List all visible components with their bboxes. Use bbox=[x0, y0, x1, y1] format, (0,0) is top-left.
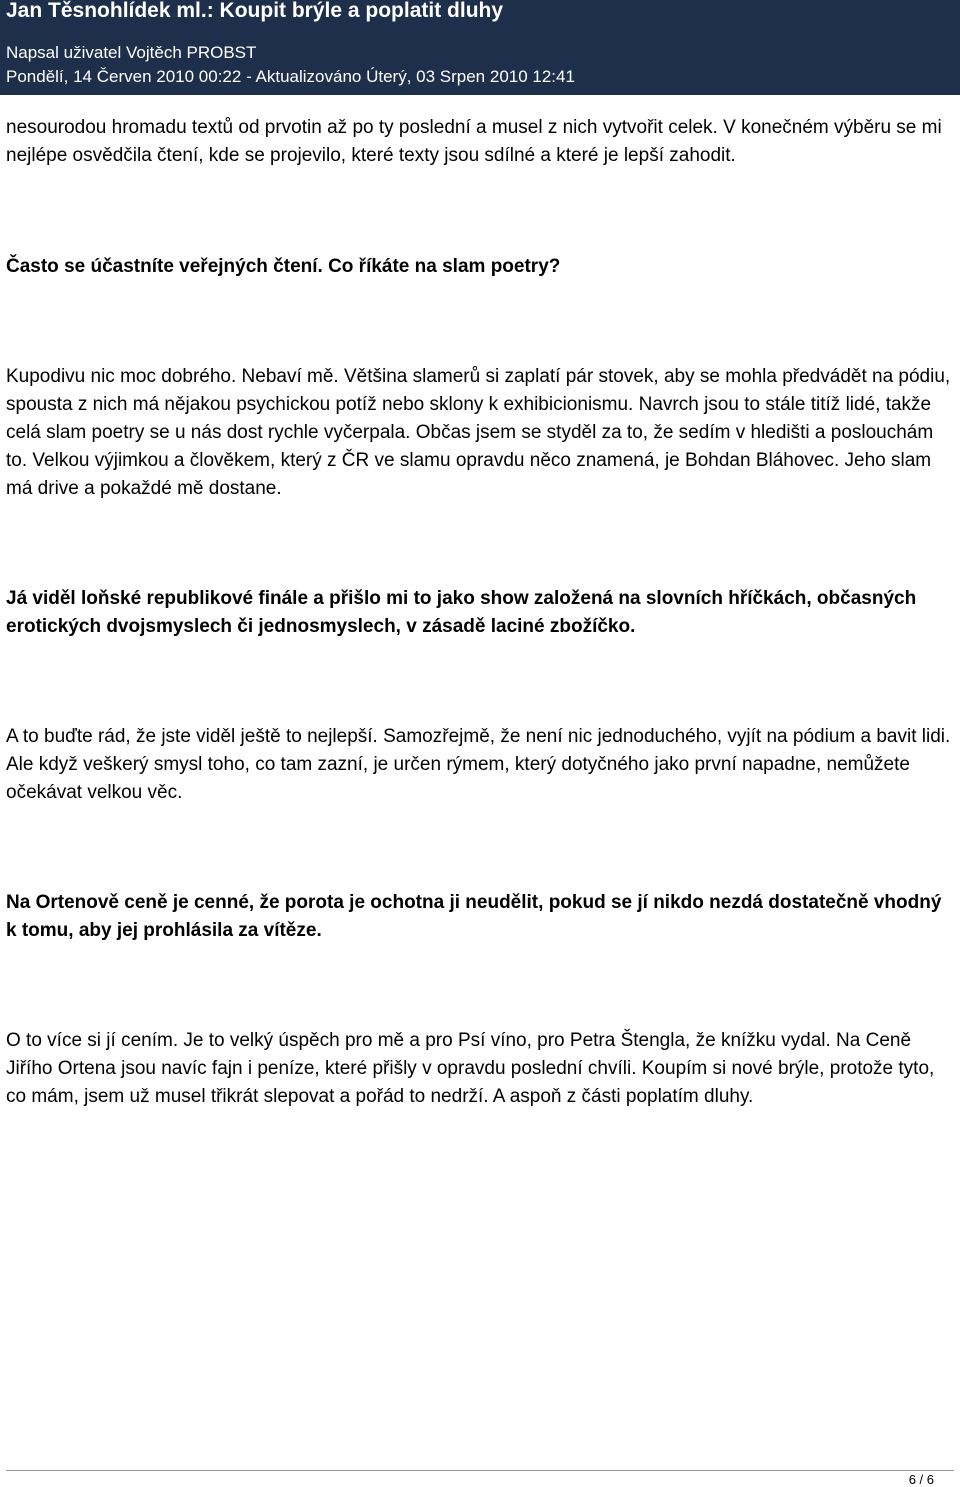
question-paragraph: Často se účastníte veřejných čtení. Co říkáte na slam poetry? bbox=[6, 256, 561, 277]
answer-paragraph: O to více si jí cením. Je to velký úspěch pro mě a pro Psí víno, pro Petra Štengla, že knížku vydal. Na Ceně Jiřího Ortena jsou navíc fajn i peníze, které přišly v opravdu poslední chvíli. Koupím si nové brýle, protože tyto, co mám, jsem už musel třikrát slepovat a pořád to nedrží. A aspoň z části poplatím dluhy. bbox=[6, 1030, 935, 1107]
article-dates: Pondělí, 14 Červen 2010 00:22 - Aktualizováno Úterý, 03 Srpen 2010 12:41 bbox=[6, 67, 575, 86]
article-author: Napsal uživatel Vojtěch PROBST bbox=[6, 43, 257, 62]
answer-paragraph: Kupodivu nic moc dobrého. Nebaví mě. Většina slamerů si zaplatí pár stovek, aby se mohla předvádět na pódiu, spousta z nich má nějakou psychickou potíž nebo sklony k exhibicionismu. Navrch jsou to stále titíž lidé, takže celá slam poetry se u nás dost rychle vyčerpala. Občas jsem se styděl za to, že sedím v hledišti a poslouchám to. Velkou výjimkou a člověkem, který z ČR ve slamu opravdu něco znamená, je Bohdan Bláhovec. Jeho slam má drive a pokaždé mě dostane. bbox=[6, 366, 951, 499]
article-body bbox=[6, 114, 956, 1111]
page-number: 6 / 6 bbox=[908, 1472, 934, 1487]
page-header bbox=[0, 0, 960, 95]
answer-paragraph: nesourodou hromadu textů od prvotin až po ty poslední a musel z nich vytvořit celek. V konečném výběru se mi nejlépe osvědčila čtení, kde se projevilo, které texty jsou sdílné a které je lepší zahodit. bbox=[6, 117, 942, 166]
answer-paragraph: A to buďte rád, že jste viděl ještě to nejlepší. Samozřejmě, že není nic jednoduchého, vyjít na pódium a bavit lidi. Ale když veškerý smysl toho, co tam zazní, je určen rýmem, který dotyčného jako první napadne, nemůžete očekávat velkou věc. bbox=[6, 726, 951, 803]
article-title: Jan Těsnohlídek ml.: Koupit brýle a poplatit dluhy bbox=[6, 0, 504, 22]
question-paragraph: Já viděl loňské republikové finále a přišlo mi to jako show založená na slovních hříčkách, občasných erotických dvojsmyslech či jednosmyslech, v zásadě laciné zbožíčko. bbox=[6, 588, 917, 637]
footer-divider bbox=[6, 1470, 954, 1471]
question-paragraph: Na Ortenově ceně je cenné, že porota je ochotna ji neudělit, pokud se jí nikdo nezdá dostatečně vhodný k tomu, aby jej prohlásila za vítěze. bbox=[6, 892, 942, 941]
